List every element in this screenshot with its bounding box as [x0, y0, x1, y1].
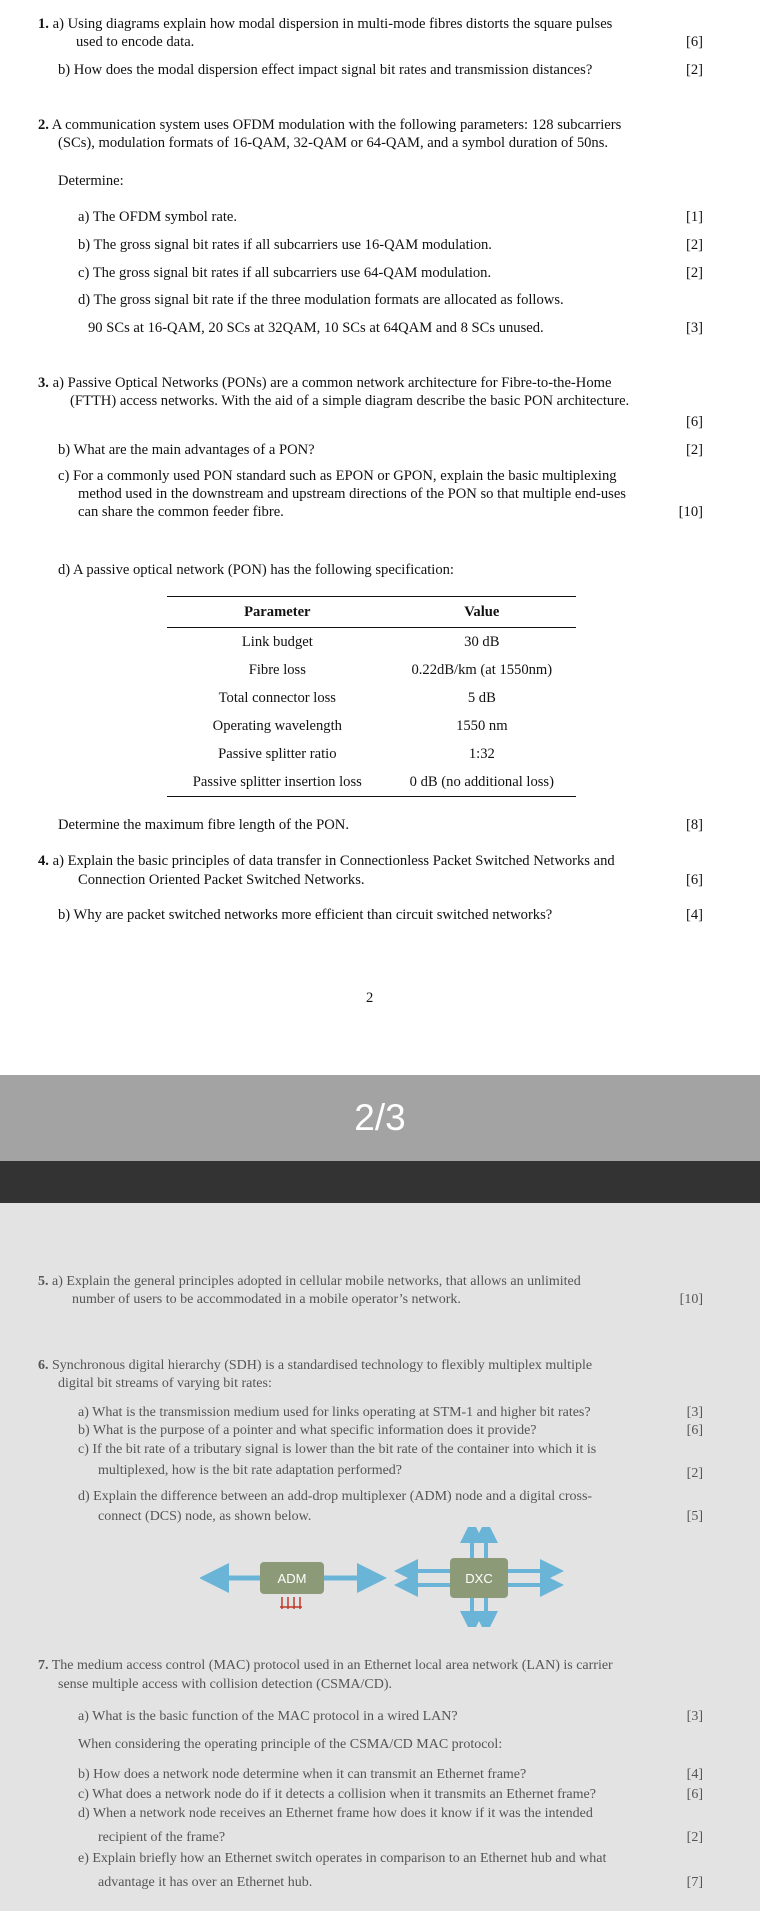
q4-a-text: a) Explain the basic principles of data transfer in Connectionless Packet Switched Networks and [52, 853, 615, 869]
table-cell: 1550 nm [456, 717, 508, 734]
table-cell: 1:32 [468, 745, 495, 762]
q2-b-marks: [2] [685, 237, 703, 253]
q6-c-text-cont: multiplexed, how is the bit rate adaptation performed? [98, 1463, 403, 1478]
q6-intro-cont: digital bit streams of varying bit rates: [58, 1376, 272, 1391]
q6-d-marks: [5] [686, 1509, 703, 1524]
pon-spec-table [167, 596, 576, 797]
q3-b-marks: [2] [685, 442, 703, 458]
q2-a-text: a) The OFDM symbol rate. [78, 209, 238, 225]
q6-a-marks: [3] [686, 1405, 703, 1420]
table-cell: 30 dB [464, 633, 500, 650]
q7-c-text: c) What does a network node do if it detects a collision when it transmits an Ethernet frame? [78, 1787, 596, 1802]
q7-d-text: d) When a network node receives an Ethernet frame how does it know if it was the intended [78, 1806, 593, 1821]
q4-b-marks: [4] [685, 907, 703, 923]
q4-a-text-cont: Connection Oriented Packet Switched Networks. [78, 872, 365, 888]
table-cell: Passive splitter ratio [218, 745, 337, 762]
q5-a-marks: [10] [679, 1292, 703, 1307]
dxc-label: DXC [465, 1571, 493, 1586]
q1-a-marks: [6] [685, 34, 703, 50]
q3-c-text-cont2: can share the common feeder fibre. [78, 504, 284, 520]
table-header-row [167, 597, 576, 628]
q3-a-marks: [6] [685, 414, 703, 430]
q3-d-intro: d) A passive optical network (PON) has the following specification: [58, 562, 454, 578]
q6-a-text: a) What is the transmission medium used for links operating at STM-1 and higher bit rates? [78, 1405, 591, 1420]
q6-c-text: c) If the bit rate of a tributary signal is lower than the bit rate of the container into which it is [78, 1442, 597, 1457]
q7-line1 [38, 1657, 613, 1674]
q6-d-text: d) Explain the difference between an add-drop multiplexer (ADM) node and a digital cross- [78, 1489, 593, 1504]
q6-c-marks: [2] [686, 1466, 703, 1481]
q2-a-marks: [1] [685, 209, 703, 225]
q1-b-marks: [2] [685, 62, 703, 78]
table-cell: 0.22dB/km (at 1550nm) [411, 661, 553, 678]
table-cell: 0 dB (no additional loss) [388, 768, 576, 797]
q3-b-text: b) What are the main advantages of a PON? [58, 442, 315, 458]
q7-d-text-cont: recipient of the frame? [98, 1830, 226, 1845]
q2-b-text: b) The gross signal bit rates if all subcarriers use 16-QAM modulation. [78, 237, 492, 253]
q1-b-text: b) How does the modal dispersion effect impact signal bit rates and transmission distances? [58, 62, 593, 78]
q7-b-text: b) How does a network node determine when it can transmit an Ethernet frame? [78, 1767, 527, 1782]
page-indicator-bar [0, 1075, 760, 1161]
q1-a-text-cont: used to encode data. [76, 34, 195, 50]
q6-b-text: b) What is the purpose of a pointer and what specific information does it provide? [78, 1423, 537, 1438]
table-cell: 5 dB [467, 689, 496, 706]
q7-e-text-cont: advantage it has over an Ethernet hub. [98, 1875, 313, 1890]
table-row [167, 656, 576, 684]
table-cell: Fibre loss [248, 661, 306, 678]
q7-intro: The medium access control (MAC) protocol used in an Ethernet local area network (LAN) is carrier [51, 1658, 613, 1673]
q7-e-marks: [7] [686, 1875, 703, 1890]
q3-c-text-cont1: method used in the downstream and upstream directions of the PON so that multiple end-uses [78, 486, 626, 502]
q6-d-text-cont: connect (DCS) node, as shown below. [98, 1509, 312, 1524]
q5-a-text-cont: number of users to be accommodated in a mobile operator’s network. [72, 1292, 461, 1307]
q4-line1 [38, 853, 615, 870]
q3-number: 3. [38, 375, 49, 391]
q2-line1 [38, 117, 621, 134]
q1-line1 [38, 16, 612, 33]
q3-c-text: c) For a commonly used PON standard such as EPON or GPON, explain the basic multiplexing [58, 468, 617, 484]
q7-a-text: a) What is the basic function of the MAC protocol in a wired LAN? [78, 1709, 458, 1724]
table-row [167, 740, 576, 768]
q2-intro-cont: (SCs), modulation formats of 16-QAM, 32-QAM or 64-QAM, and a symbol duration of 50ns. [58, 135, 609, 151]
table-header-value: Value [388, 597, 576, 628]
q7-intro-cont: sense multiple access with collision detection (CSMA/CD). [58, 1677, 393, 1692]
q7-when-text: When considering the operating principle of the CSMA/CD MAC protocol: [78, 1737, 503, 1752]
adm-label: ADM [277, 1571, 307, 1586]
q2-c-marks: [2] [685, 265, 703, 281]
q7-number: 7. [38, 1658, 49, 1673]
q6-number: 6. [38, 1358, 49, 1373]
q1-number: 1. [38, 16, 49, 32]
q2-c-text: c) The gross signal bit rates if all subcarriers use 64-QAM modulation. [78, 265, 492, 281]
table-row [167, 712, 576, 740]
page-separator [0, 1161, 760, 1203]
table-header-parameter: Parameter [167, 597, 388, 628]
q2-d-text: d) The gross signal bit rate if the three modulation formats are allocated as follows. [78, 292, 564, 308]
q3-c-marks: [10] [678, 504, 703, 520]
q1-a-text: a) Using diagrams explain how modal dispersion in multi-mode fibres distorts the square pulses [52, 16, 613, 32]
q4-number: 4. [38, 853, 49, 869]
table-row [167, 768, 576, 797]
q6-b-marks: [6] [686, 1423, 703, 1438]
q2-d-text-cont: 90 SCs at 16-QAM, 20 SCs at 32QAM, 10 SCs at 64QAM and 8 SCs unused. [88, 320, 544, 336]
q2-intro: A communication system uses OFDM modulation with the following parameters: 128 subcarriers [51, 117, 622, 133]
q7-d-marks: [2] [686, 1830, 703, 1845]
q7-a-marks: [3] [686, 1709, 703, 1724]
q5-line1 [38, 1273, 581, 1290]
table-row [167, 628, 576, 657]
q3-line1 [38, 375, 611, 392]
q3-d-marks: [8] [685, 817, 703, 833]
page-indicator: 2/3 [354, 1097, 406, 1138]
q4-a-marks: [6] [685, 872, 703, 888]
q3-a-text: a) Passive Optical Networks (PONs) are a common network architecture for Fibre-to-the-Home [52, 375, 612, 391]
q5-number: 5. [38, 1274, 49, 1289]
page-number: 2 [366, 990, 374, 1006]
q4-b-text: b) Why are packet switched networks more efficient than circuit switched networks? [58, 907, 553, 923]
table-row [167, 684, 576, 712]
table-cell: Operating wavelength [212, 717, 342, 734]
q3-d-question: Determine the maximum fibre length of the PON. [58, 817, 349, 833]
q3-a-text-cont: (FTTH) access networks. With the aid of a simple diagram describe the basic PON architecture. [70, 393, 630, 409]
table-cell: Passive splitter insertion loss [167, 768, 388, 797]
q6-intro: Synchronous digital hierarchy (SDH) is a standardised technology to flexibly multiplex multiple [52, 1358, 593, 1373]
adm-tributary-ticks [280, 1597, 302, 1609]
table-cell: Total connector loss [218, 689, 336, 706]
q7-e-text: e) Explain briefly how an Ethernet switch operates in comparison to an Ethernet hub and what [78, 1851, 607, 1866]
q2-number: 2. [38, 117, 49, 133]
q2-d-marks: [3] [685, 320, 703, 336]
q5-a-text: a) Explain the general principles adopted in cellular mobile networks, that allows an unlimited [52, 1274, 581, 1289]
q7-b-marks: [4] [686, 1767, 703, 1782]
adm-dxc-diagram [200, 1527, 580, 1627]
q7-c-marks: [6] [686, 1787, 703, 1802]
q6-line1 [38, 1357, 592, 1374]
q2-determine: Determine: [58, 173, 124, 189]
table-cell: Link budget [241, 633, 313, 650]
